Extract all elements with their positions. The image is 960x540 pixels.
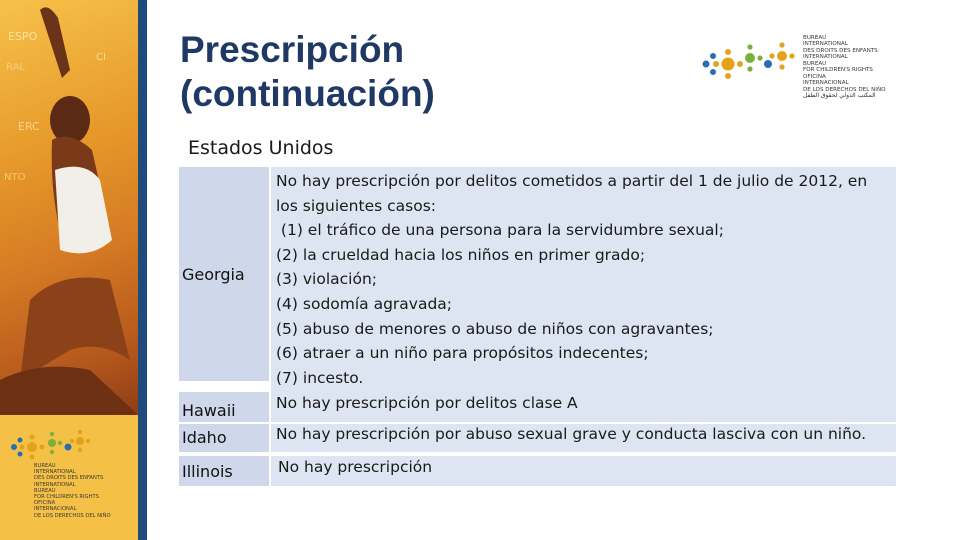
svg-text:RAL: RAL — [6, 62, 25, 73]
rule-line: No hay prescripción por delitos cometidos a partir del 1 de julio de 2012, en — [276, 172, 868, 190]
table-row — [179, 456, 896, 486]
rule-line: (5) abuso de menores o abuso de niños con agravantes; — [276, 319, 714, 338]
bottom-logo-text: BUREAU INTERNATIONAL DES DROITS DES ENFANTS INTERNATIONAL BUREAU FOR CHILDREN'S RIGHTS OFICINA INTERNACIONAL DE LOS DERECHOS DEL NIÑO — [34, 463, 111, 519]
top-logo-lines: BUREAU INTERNATIONAL DES DROITS DES ENFANTS INTERNATIONAL BUREAU FOR CHILDREN'S RIGHTS OFICINA INTERNACIONAL DE LOS DERECHOS DEL NIÑO — [803, 34, 886, 93]
rule-cell-idaho: No hay prescripción por abuso sexual grave y conducta lasciva con un niño. — [271, 424, 896, 452]
rule-line: (3) violación; — [276, 270, 378, 289]
svg-text:NTO: NTO — [4, 172, 26, 183]
bottom-logo — [10, 425, 140, 525]
rule-line: (2) la crueldad hacia los niños en primer grado; — [276, 245, 646, 264]
rule-line: (6) atraer a un niño para propósitos indecentes; — [276, 344, 649, 363]
state-cell-idaho: Idaho — [179, 424, 271, 452]
rule-line: (7) incesto. — [276, 368, 364, 387]
svg-text:ESPO: ESPO — [8, 30, 38, 43]
svg-text:ERC: ERC — [18, 120, 40, 133]
table-row — [179, 424, 896, 452]
svg-text:CI: CI — [96, 52, 106, 63]
top-logo-text — [803, 28, 903, 106]
flower-dots-logo-icon — [700, 34, 800, 94]
rule-line: (1) el tráfico de una persona para la servidumbre sexual; — [276, 221, 724, 240]
painting-figure — [0, 0, 138, 415]
state-cell-georgia: Georgia — [179, 167, 271, 381]
state-cell-illinois: Illinois — [179, 456, 271, 486]
rule-line: los siguientes casos: — [276, 196, 436, 215]
rule-cell-hawaii: No hay prescripción por delitos clase A — [271, 392, 896, 422]
child-painting-image — [0, 0, 138, 415]
top-logo-arabic: المكتب الدولي لحقوق الطفل — [803, 92, 876, 99]
prescription-table — [179, 167, 896, 486]
title-line-1: Prescripción — [180, 29, 405, 70]
table-row — [179, 167, 896, 392]
state-cell-hawaii: Hawaii — [179, 392, 271, 422]
flower-dots-logo-icon — [10, 425, 140, 465]
section-subtitle: Estados Unidos — [188, 137, 334, 159]
page-title — [180, 28, 435, 116]
title-line-2: (continuación) — [180, 73, 435, 114]
rule-cell-georgia — [271, 167, 896, 392]
rule-line: (4) sodomía agravada; — [276, 294, 453, 313]
table-row — [179, 392, 896, 422]
rule-cell-illinois: No hay prescripción — [271, 456, 896, 486]
top-logo — [700, 28, 900, 112]
